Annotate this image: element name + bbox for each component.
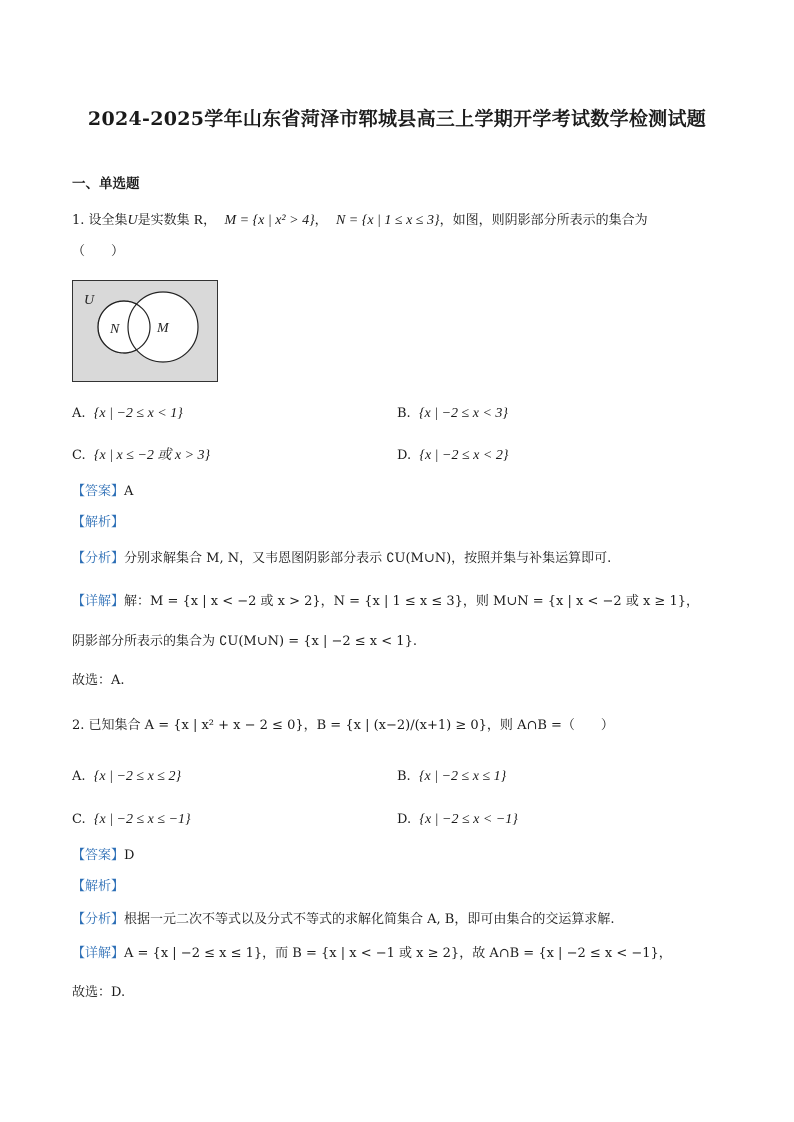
q2-xiangjie-text: A = {x | −2 ≤ x ≤ 1}，而 B = {x | x < −1 或 x ≥ 2}，故 A∩B = {x | −2 ≤ x < −1}， [124, 946, 672, 961]
q2-option-d-text: {x | −2 ≤ x < −1} [419, 812, 518, 827]
q2-option-c-label: C. [72, 812, 86, 827]
q1-option-a-text: {x | −2 ≤ x < 1} [93, 406, 183, 421]
q1-option-d-text: {x | −2 ≤ x < 2} [419, 448, 509, 463]
q1-fenxi-tag: 【分析】 [72, 551, 125, 566]
q1-xiangjie-tag: 【详解】 [72, 594, 125, 609]
q1-stem-post: ，如图，则阴影部分所表示的集合为 [439, 213, 648, 228]
q2-option-b [397, 767, 506, 787]
q2-option-c-text: {x | −2 ≤ x ≤ −1} [93, 812, 191, 827]
q1-set-m: M = {x | x² > 4} [224, 213, 315, 228]
q2-choice: 故选：D. [72, 985, 126, 1000]
q1-universal-set: U [127, 213, 138, 228]
q2-xiangjie [72, 944, 672, 964]
q1-fenxi-text: 分别求解集合 M, N，又韦恩图阴影部分表示 ∁U(M∪N)，按照并集与补集运算即可. [124, 551, 612, 566]
section-heading: 一、单选题 [72, 176, 140, 192]
q1-choice: 故选：A. [72, 673, 125, 688]
q1-option-c-text: {x | x ≤ −2 或 x > 3} [93, 448, 211, 463]
q2-option-d-label: D. [397, 812, 412, 827]
q1-xiangjie [72, 592, 699, 612]
q1-fenxi [72, 549, 611, 569]
q1-option-b-text: {x | −2 ≤ x < 3} [418, 406, 509, 421]
q2-option-b-label: B. [397, 769, 411, 784]
q2-fenxi-tag: 【分析】 [72, 912, 125, 927]
q1-option-a [72, 404, 183, 424]
venn-label-m: M [157, 321, 169, 336]
q1-stem-pre: 1. 设全集 [72, 213, 128, 228]
q2-option-a [72, 767, 181, 787]
q1-option-a-label: A. [72, 406, 86, 421]
q1-paren: （ ） [72, 244, 125, 259]
q1-set-n: N = {x | 1 ≤ x ≤ 3} [335, 213, 440, 228]
q1-option-d [397, 446, 508, 466]
q2-stem: 2. 已知集合 A = {x | x² + x − 2 ≤ 0}，B = {x | (x−2)/(x+1) ≥ 0}，则 A∩B =（ ） [72, 718, 614, 733]
q1-shadow-set: 阴影部分所表示的集合为 ∁U(M∪N) = {x | −2 ≤ x < 1}. [72, 634, 417, 649]
q2-answer [72, 846, 134, 866]
q1-answer-value: A [124, 484, 134, 499]
venn-label-u: U [84, 293, 95, 308]
q2-analysis-tag: 【解析】 [72, 879, 125, 894]
q2-answer-tag: 【答案】 [72, 848, 125, 863]
q2-option-b-text: {x | −2 ≤ x ≤ 1} [418, 769, 507, 784]
q1-option-c [72, 446, 210, 466]
q1-stem: 1. 设全集U是实数集 R， M = {x | x² > 4}， N = {x | 1 ≤ x ≤ 3}，如图，则阴影部分所表示的集合为 [72, 213, 648, 228]
q2-fenxi [72, 910, 615, 930]
q1-real-set: R [193, 213, 204, 228]
q1-answer [72, 482, 133, 502]
q1-xiangjie-text: 解：M = {x | x < −2 或 x > 2}，N = {x | 1 ≤ x ≤ 3}，则 M∪N = {x | x < −2 或 x ≥ 1}， [124, 594, 699, 609]
q2-xiangjie-tag: 【详解】 [72, 946, 125, 961]
q1-venn-diagram [72, 280, 218, 382]
q1-option-b [397, 404, 508, 424]
page-title: 2024-2025学年山东省菏泽市郓城县高三上学期开学考试数学检测试题 [87, 108, 707, 130]
q1-stem-mid: 是实数集 [137, 213, 190, 228]
q1-option-b-label: B. [397, 406, 411, 421]
q2-option-d [397, 810, 518, 830]
q2-option-a-label: A. [72, 769, 86, 784]
q2-answer-value: D [124, 848, 135, 863]
venn-label-n: N [110, 322, 120, 337]
q1-option-c-label: C. [72, 448, 86, 463]
q1-analysis-tag: 【解析】 [72, 515, 125, 530]
q2-option-c [72, 810, 191, 830]
q2-fenxi-text: 根据一元二次不等式以及分式不等式的求解化简集合 A, B，即可由集合的交运算求解. [124, 912, 615, 927]
q1-option-d-label: D. [397, 448, 412, 463]
q2-option-a-text: {x | −2 ≤ x ≤ 2} [93, 769, 182, 784]
q1-answer-tag: 【答案】 [72, 484, 125, 499]
